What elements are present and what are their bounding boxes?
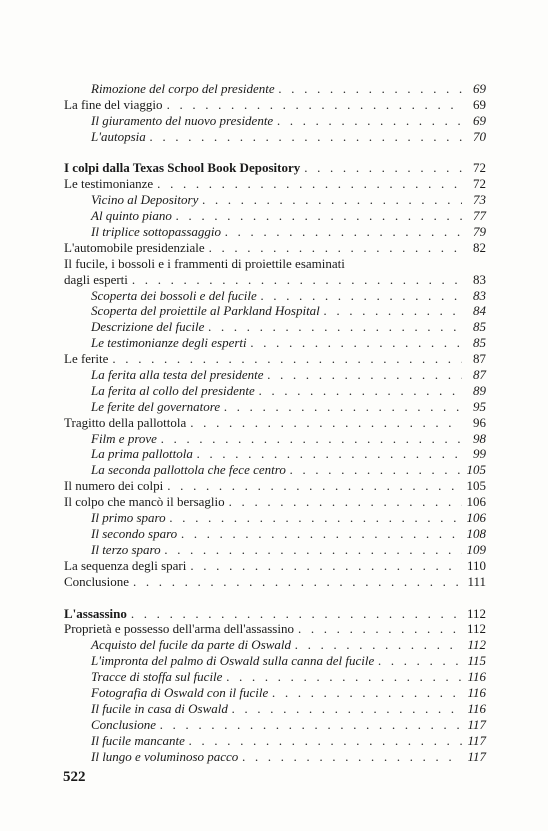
toc-entry-title: Scoperta del proiettile al Parkland Hospital <box>91 303 320 319</box>
toc-entry <box>64 398 486 414</box>
toc-entry-title: Proprietà e possesso dell'arma dell'assassino <box>64 621 294 637</box>
toc-entry <box>64 271 486 287</box>
toc-entry <box>64 716 486 732</box>
toc-entry <box>64 684 486 700</box>
toc-entry-page: 111 <box>467 573 486 589</box>
dot-leader <box>298 621 462 636</box>
dot-leader <box>279 81 462 96</box>
dot-leader <box>295 637 462 652</box>
toc-entry-page: 83 <box>473 287 486 303</box>
toc-entry <box>64 382 486 398</box>
toc-entry <box>64 748 486 764</box>
toc-entry-title: Fotografia di Oswald con il fucile <box>91 684 269 700</box>
toc-entry <box>64 668 486 684</box>
toc-entry-title: La ferita al collo del presidente <box>91 382 255 398</box>
toc-entry <box>64 223 486 239</box>
dot-leader <box>189 733 462 748</box>
toc-entry-page: 84 <box>473 303 486 319</box>
dot-leader <box>160 717 462 732</box>
toc-entry-page: 106 <box>466 510 486 526</box>
dot-leader <box>304 160 462 175</box>
toc-entry <box>64 461 486 477</box>
toc-entry <box>64 350 486 366</box>
toc-entry-page: 85 <box>473 335 486 351</box>
toc-entry-title: Scoperta dei bossoli e del fucile <box>91 287 257 303</box>
dot-leader <box>290 462 462 477</box>
toc-entry-title: Le ferite <box>64 351 109 367</box>
toc-entry-page: 87 <box>473 367 486 383</box>
toc-entry-page: 70 <box>473 128 486 144</box>
toc-entry-page: 72 <box>473 176 486 192</box>
toc-entry-page: 73 <box>473 192 486 208</box>
toc-entry-page: 112 <box>466 621 486 637</box>
dot-leader <box>226 669 462 684</box>
dot-leader <box>378 653 462 668</box>
toc-entry-title: Il giuramento del nuovo presidente <box>91 112 274 128</box>
toc-entry <box>64 541 486 557</box>
toc-entry <box>64 318 486 334</box>
toc-entry <box>64 366 486 382</box>
toc-entry-page: 116 <box>467 700 486 716</box>
dot-leader <box>167 97 462 112</box>
toc-entry-title: Il numero dei colpi <box>64 478 164 494</box>
dot-leader <box>170 510 462 525</box>
toc-entry-title: Il secondo sparo <box>91 525 178 541</box>
dot-leader <box>242 749 462 764</box>
toc-entry <box>64 732 486 748</box>
toc-entry-title: Le testimonianze <box>64 176 154 192</box>
toc-entry-page: 112 <box>466 605 486 621</box>
dot-leader <box>176 208 462 223</box>
toc-entry-page: 98 <box>473 430 486 446</box>
toc-entry <box>64 414 486 430</box>
dot-leader <box>229 494 462 509</box>
dot-leader <box>261 288 462 303</box>
toc-entry-title: L'assassino <box>64 605 127 621</box>
toc-entry-page: 96 <box>473 414 486 430</box>
dot-leader <box>232 701 462 716</box>
toc-entry <box>64 191 486 207</box>
page-number: 522 <box>63 769 86 785</box>
toc-entry-title: Il terzo sparo <box>91 541 161 557</box>
toc-entry-title: Il fucile mancante <box>91 732 185 748</box>
dot-leader <box>190 415 462 430</box>
toc-entry <box>64 175 486 191</box>
toc-entry-page: 69 <box>473 112 486 128</box>
dot-leader <box>161 431 462 446</box>
toc-entry-page: 117 <box>467 716 486 732</box>
toc-entry-title: I colpi dalla Texas School Book Depository <box>64 160 301 176</box>
toc-entry-page: 95 <box>473 398 486 414</box>
dot-leader <box>150 129 462 144</box>
toc-entry-page: 69 <box>473 96 486 112</box>
dot-leader <box>224 399 462 414</box>
toc-entry-page: 109 <box>466 541 486 557</box>
toc-entry <box>64 112 486 128</box>
toc-entry-page: 105 <box>466 478 486 494</box>
toc-entry <box>64 509 486 525</box>
toc-entry <box>64 573 486 589</box>
toc-entry <box>64 493 486 509</box>
toc-entry-title: L'automobile presidenziale <box>64 239 205 255</box>
toc-entry-title: Rimozione del corpo del presidente <box>91 80 275 96</box>
dot-leader <box>225 224 462 239</box>
toc-entry-title: Il triplice sottopassaggio <box>91 224 221 240</box>
toc-entry-page: 82 <box>473 239 486 255</box>
toc-entry-page: 85 <box>473 319 486 335</box>
toc-entry-title: Tragitto della pallottola <box>64 414 187 430</box>
toc-entry <box>64 80 486 96</box>
toc-entry <box>64 287 486 303</box>
toc-entry-title: Il colpo che mancò il bersaglio <box>64 494 225 510</box>
toc-entry-page: 110 <box>466 557 486 573</box>
toc-entry-title: L'impronta del palmo di Oswald sulla canna del fucile <box>91 653 375 669</box>
dot-leader <box>267 367 462 382</box>
toc-entry <box>64 652 486 668</box>
toc-entry <box>64 207 486 223</box>
toc-entry <box>64 128 486 144</box>
dot-leader <box>272 685 462 700</box>
toc-entry-page: 116 <box>467 684 486 700</box>
toc-entry-page: 77 <box>473 208 486 224</box>
toc-entry-page: 99 <box>473 446 486 462</box>
toc-entry <box>64 239 486 255</box>
section-gap <box>64 144 486 160</box>
section-gap <box>64 589 486 605</box>
dot-leader <box>112 351 462 366</box>
toc-entry-page: 117 <box>467 732 486 748</box>
toc-entry <box>64 636 486 652</box>
toc-entry-title: dagli esperti <box>64 271 128 287</box>
toc-chapter-heading <box>64 605 486 621</box>
toc-entry-title: La prima pallottola <box>91 446 193 462</box>
dot-leader <box>324 303 462 318</box>
toc-entry-title: Le ferite del governatore <box>91 398 221 414</box>
toc-entry-page: 87 <box>473 351 486 367</box>
toc-chapter-heading <box>64 160 486 176</box>
dot-leader <box>209 240 462 255</box>
toc-entry-page: 89 <box>473 382 486 398</box>
table-of-contents <box>64 80 486 764</box>
dot-leader <box>208 319 462 334</box>
toc-entry-page: 116 <box>467 669 486 685</box>
toc-entry-title: Tracce di stoffa sul fucile <box>91 669 223 685</box>
toc-entry-title: La fine del viaggio <box>64 96 163 112</box>
toc-entry <box>64 621 486 637</box>
toc-entry-title: Al quinto piano <box>91 208 172 224</box>
toc-entry-title: Il primo sparo <box>91 510 166 526</box>
toc-entry <box>64 700 486 716</box>
dot-leader <box>165 542 462 557</box>
dot-leader <box>181 526 462 541</box>
toc-entry <box>64 477 486 493</box>
dot-leader <box>259 383 462 398</box>
toc-entry-title: Il lungo e voluminoso pacco <box>91 748 239 764</box>
toc-entry-page: 83 <box>473 271 486 287</box>
toc-entry <box>64 334 486 350</box>
toc-entry-title: Le testimonianze degli esperti <box>91 335 247 351</box>
toc-entry-title: Vicino al Depository <box>91 192 199 208</box>
toc-entry <box>64 525 486 541</box>
toc-entry-page: 112 <box>467 637 486 653</box>
toc-entry-page: 117 <box>467 748 486 764</box>
dot-leader <box>197 446 462 461</box>
toc-entry <box>64 446 486 462</box>
toc-entry <box>64 303 486 319</box>
toc-entry-page: 108 <box>466 525 486 541</box>
toc-entry-title: Conclusione <box>64 573 129 589</box>
toc-entry-page: 79 <box>473 224 486 240</box>
toc-entry-page: 72 <box>473 160 486 176</box>
toc-entry-title: Descrizione del fucile <box>91 319 205 335</box>
toc-entry-title: La seconda pallottola che fece centro <box>91 462 286 478</box>
toc-entry-title: Conclusione <box>91 716 156 732</box>
toc-entry <box>64 96 486 112</box>
toc-entry-page: 115 <box>467 653 486 669</box>
toc-entry-title: Il fucile in casa di Oswald <box>91 700 228 716</box>
dot-leader <box>133 574 462 589</box>
toc-entry-title: Acquisto del fucile da parte di Oswald <box>91 637 292 653</box>
dot-leader <box>157 176 462 191</box>
toc-entry-title: La ferita alla testa del presidente <box>91 367 264 383</box>
toc-entry <box>64 255 486 271</box>
dot-leader <box>132 272 462 287</box>
toc-entry-page: 106 <box>466 494 486 510</box>
toc-entry <box>64 557 486 573</box>
toc-entry-title: Il fucile, i bossoli e i frammenti di proiettile esaminati <box>64 255 345 271</box>
toc-entry-title: La sequenza degli spari <box>64 557 187 573</box>
dot-leader <box>190 558 462 573</box>
dot-leader <box>251 335 462 350</box>
dot-leader <box>277 113 462 128</box>
dot-leader <box>202 192 462 207</box>
dot-leader <box>167 478 462 493</box>
toc-entry-page: 69 <box>473 80 486 96</box>
toc-entry <box>64 430 486 446</box>
toc-entry-title: Film e prove <box>91 430 157 446</box>
toc-entry-page: 105 <box>466 462 486 478</box>
dot-leader <box>131 606 462 621</box>
toc-entry-title: L'autopsia <box>91 128 146 144</box>
